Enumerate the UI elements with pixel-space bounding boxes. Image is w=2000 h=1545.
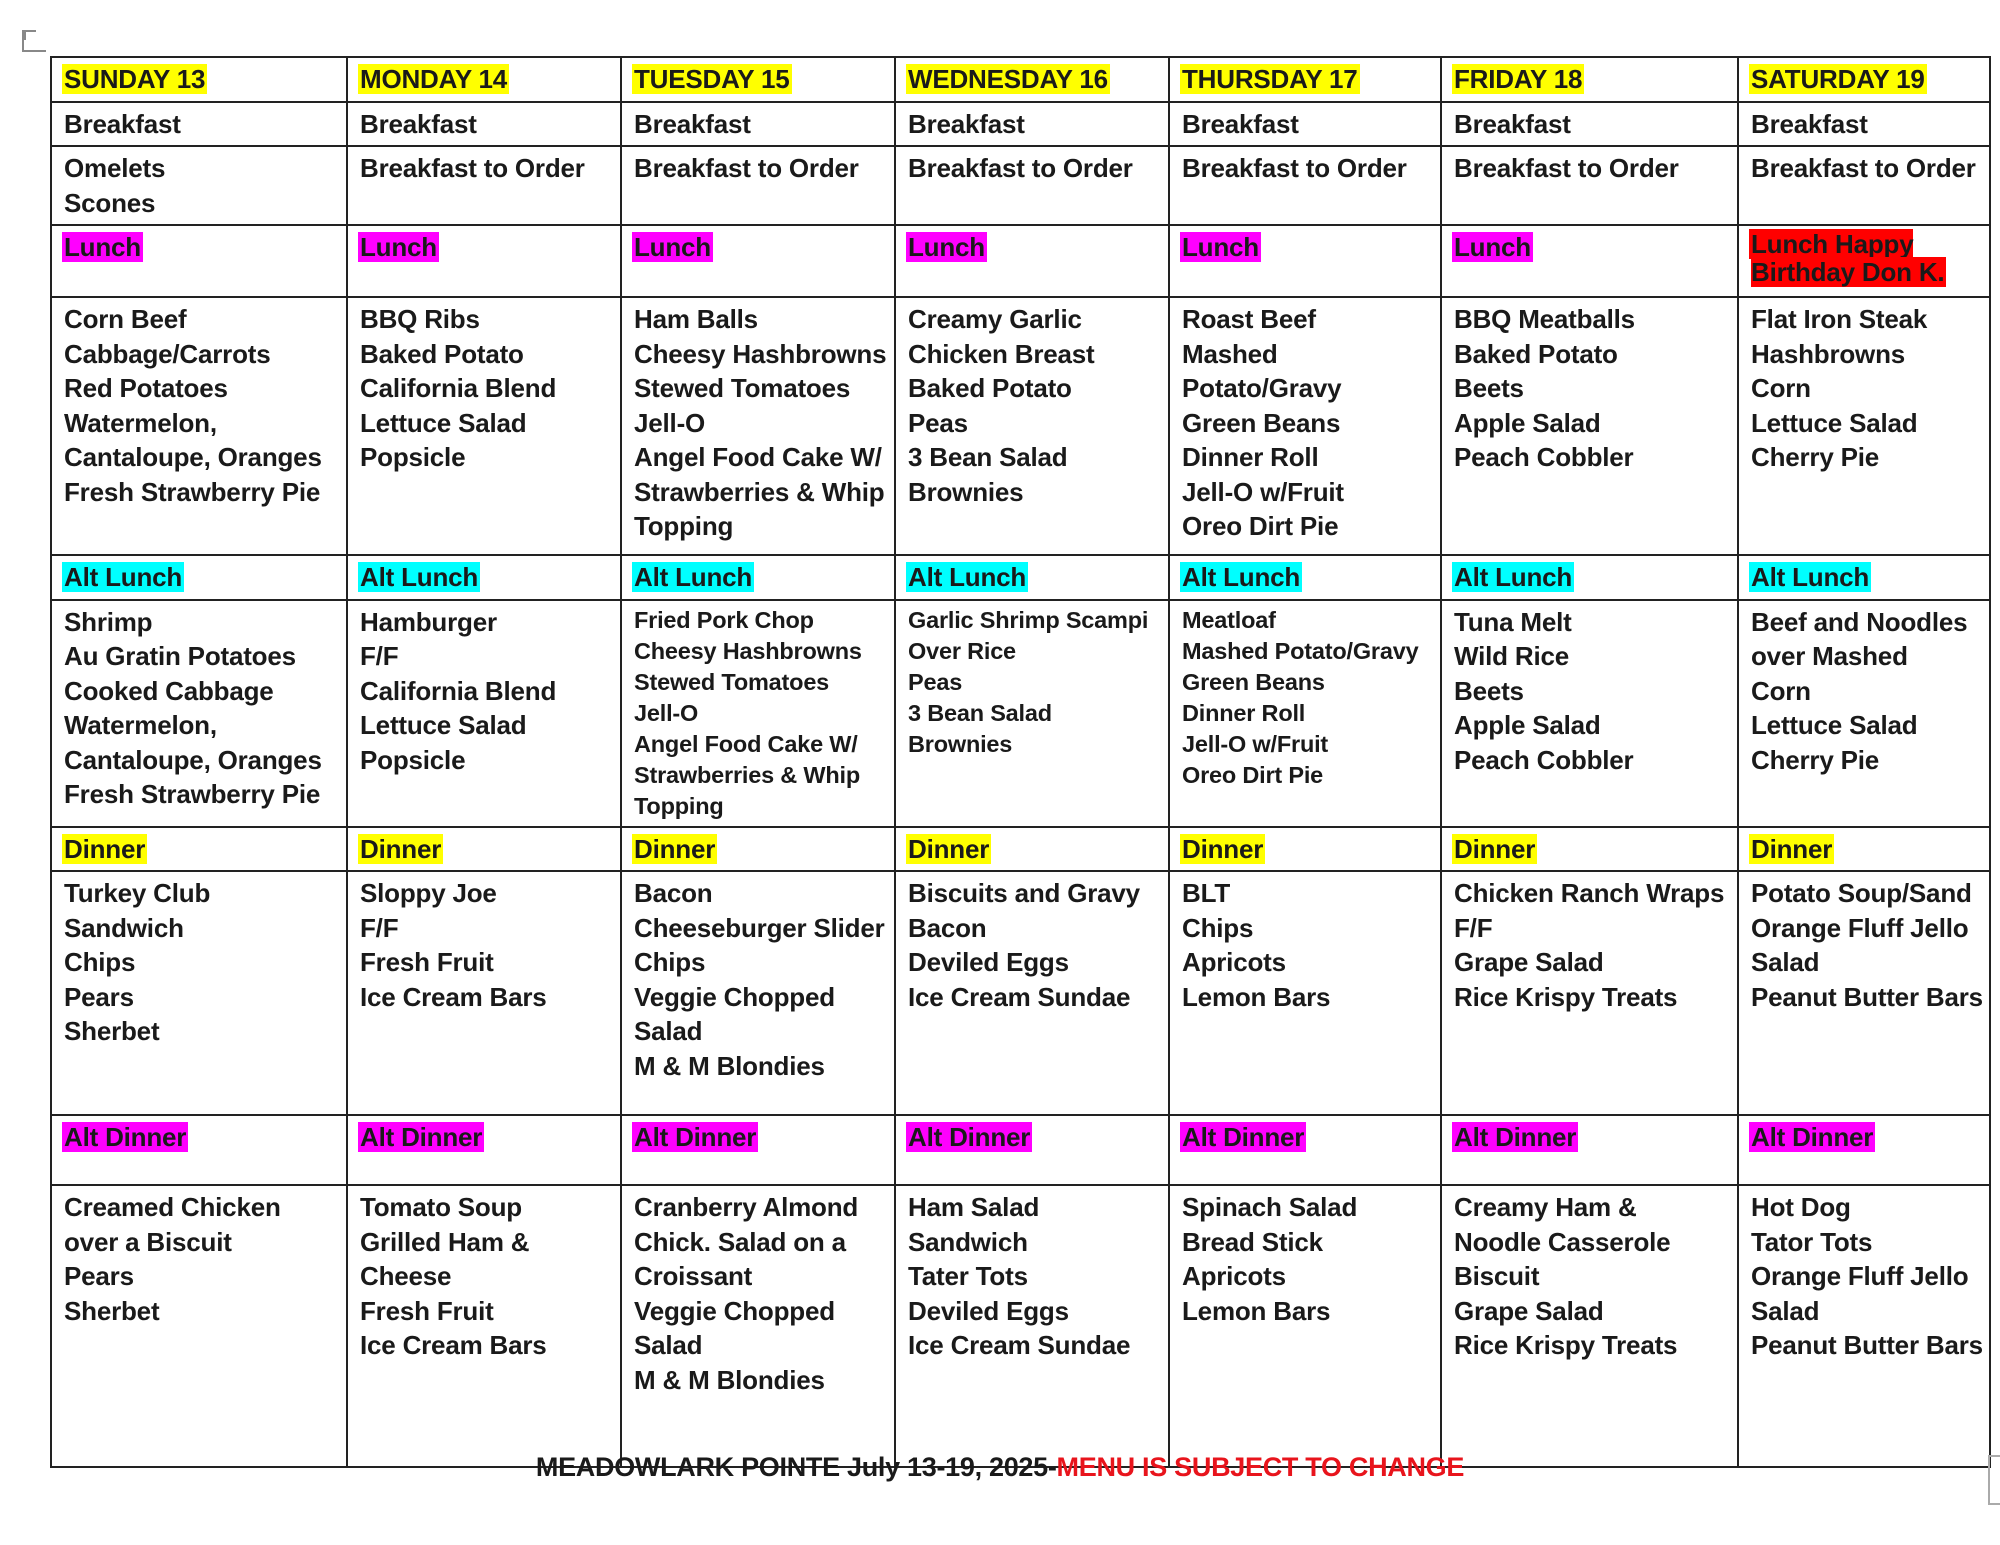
menu-item: Potato Soup/Sand — [1751, 878, 1972, 908]
alt-lunch-label-cell — [621, 555, 895, 600]
menu-item: Ice Cream Sundae — [908, 1330, 1131, 1360]
alt-lunch-label: Alt Lunch — [64, 562, 183, 592]
menu-item: Watermelon, — [64, 407, 217, 438]
dinner-label: Dinner — [1454, 833, 1536, 864]
day-header: TUESDAY 15 — [634, 64, 790, 94]
day-header-cell — [1738, 57, 1990, 102]
alt-lunch-label: Alt Lunch — [1182, 562, 1301, 592]
menu-item: Cherry Pie — [1751, 744, 1880, 775]
dinner-row — [51, 871, 1990, 1115]
breakfast-items-cell — [347, 146, 621, 225]
lunch-label-cell — [347, 225, 621, 297]
menu-item: Corn — [1751, 373, 1811, 403]
dinner-items-cell — [1441, 871, 1738, 1115]
dinner-items-cell — [895, 871, 1169, 1115]
menu-item: Fresh Strawberry Pie — [64, 779, 321, 809]
menu-item: Beef and Noodles — [1751, 606, 1968, 637]
menu-item: Beets — [1454, 373, 1524, 403]
menu-item: Sloppy Joe — [360, 878, 497, 908]
menu-item: Grape Salad — [1454, 947, 1604, 977]
alt-dinner-label: Alt Dinner — [1751, 1122, 1874, 1152]
breakfast-items-cell — [1169, 146, 1441, 225]
alt-dinner-label-cell — [347, 1115, 621, 1185]
menu-item: Orange Fluff Jello — [1751, 912, 1969, 943]
menu-item: Biscuit — [1454, 1261, 1540, 1291]
lunch-label: Lunch — [908, 232, 985, 262]
menu-item: Lettuce Salad — [360, 710, 527, 740]
dinner-items-cell — [347, 871, 621, 1115]
menu-item: Lettuce Salad — [360, 407, 527, 438]
day-header: SATURDAY 19 — [1751, 64, 1925, 94]
lunch-label: Lunch — [64, 232, 141, 262]
menu-item: Breakfast to Order — [1751, 153, 1976, 183]
alt-dinner-label-cell — [621, 1115, 895, 1185]
day-header-cell — [621, 57, 895, 102]
menu-item: M & M Blondies — [634, 1050, 825, 1081]
menu-item: Ice Cream Sundae — [908, 981, 1131, 1012]
menu-item: Noodle Casserole — [1454, 1226, 1671, 1257]
menu-item: Green Beans — [1182, 668, 1325, 695]
menu-item: Creamy Ham & — [1454, 1192, 1637, 1222]
menu-item: Chips — [64, 947, 136, 977]
dinner-label-cell — [1738, 827, 1990, 872]
lunch-label-cell — [51, 225, 347, 297]
menu-item: Potato/Gravy — [1182, 373, 1342, 403]
menu-item: Au Gratin Potatoes — [64, 641, 296, 671]
menu-item: Topping — [634, 792, 724, 819]
menu-item: Brownies — [908, 730, 1013, 757]
menu-item: Fresh Fruit — [360, 947, 494, 977]
menu-item: Grilled Ham & — [360, 1226, 530, 1257]
menu-item: Topping — [634, 511, 734, 541]
breakfast-label: Breakfast — [634, 108, 751, 139]
menu-item: Sherbet — [64, 1016, 160, 1046]
menu-item: Cranberry Almond — [634, 1192, 859, 1222]
menu-item: Cantaloupe, Oranges — [64, 744, 322, 775]
breakfast-label-cell — [347, 102, 621, 147]
menu-item: Chicken Breast — [908, 338, 1095, 369]
lunch-label: Lunch — [634, 232, 711, 262]
menu-item: Jell-O — [634, 699, 699, 726]
menu-item: F/F — [1454, 912, 1493, 943]
menu-item: Rice Krispy Treats — [1454, 981, 1678, 1012]
alt-lunch-items-cell — [1738, 600, 1990, 827]
menu-item: Popsicle — [360, 744, 466, 775]
alt-lunch-label-cell — [895, 555, 1169, 600]
day-header-cell — [1441, 57, 1738, 102]
menu-item: Rice Krispy Treats — [1454, 1330, 1678, 1360]
menu-item: Jell-O — [634, 407, 706, 438]
menu-item: Baked Potato — [908, 373, 1072, 403]
alt-lunch-items-cell — [621, 600, 895, 827]
menu-footer — [0, 1452, 2000, 1483]
alt-dinner-label-cell — [1169, 1115, 1441, 1185]
alt-dinner-label: Alt Dinner — [1182, 1122, 1305, 1152]
table-anchor-icon[interactable] — [22, 30, 46, 52]
breakfast-items-cell — [1441, 146, 1738, 225]
dinner-label: Dinner — [64, 833, 146, 864]
menu-item: over Mashed — [1751, 641, 1908, 671]
menu-item: M & M Blondies — [634, 1364, 825, 1395]
dinner-items-cell — [1738, 871, 1990, 1115]
menu-item: Breakfast to Order — [1182, 153, 1407, 183]
lunch-label-cell — [621, 225, 895, 297]
menu-item: Corn Beef — [64, 304, 187, 334]
alt-dinner-label-cell — [1738, 1115, 1990, 1185]
menu-item: Omelets — [64, 153, 166, 183]
menu-item: Ice Cream Bars — [360, 981, 547, 1012]
menu-item: Cheesy Hashbrowns — [634, 637, 862, 664]
lunch-label: Lunch — [360, 232, 437, 262]
menu-item: Angel Food Cake W/ — [634, 730, 858, 757]
lunch-label: Lunch — [1454, 232, 1531, 262]
breakfast-label-cell — [1169, 102, 1441, 147]
menu-item: Creamy Garlic — [908, 304, 1082, 334]
lunch-items-cell — [1441, 297, 1738, 555]
menu-item: Over Rice — [908, 637, 1016, 664]
menu-item: Salad — [634, 1330, 703, 1360]
menu-item: BLT — [1182, 878, 1231, 908]
day-header-cell — [1169, 57, 1441, 102]
breakfast-label-cell — [1441, 102, 1738, 147]
menu-item: Cheesy Hashbrowns — [634, 338, 887, 369]
menu-item: Mashed — [1182, 338, 1278, 369]
breakfast-label: Breakfast — [908, 108, 1025, 139]
menu-item: Creamed Chicken — [64, 1192, 281, 1222]
breakfast-row — [51, 102, 1990, 147]
menu-item: Stewed Tomatoes — [634, 668, 830, 695]
dinner-items-cell — [621, 871, 895, 1115]
lunch-label-cell — [1169, 225, 1441, 297]
dinner-label-cell — [1169, 827, 1441, 872]
menu-item: Pears — [64, 1261, 134, 1291]
menu-item: Salad — [1751, 1295, 1820, 1326]
menu-item: Orange Fluff Jello — [1751, 1261, 1969, 1291]
alt-lunch-items-cell — [1169, 600, 1441, 827]
alt-lunch-items-cell — [347, 600, 621, 827]
lunch-label-cell — [1441, 225, 1738, 297]
menu-item: Pears — [64, 981, 134, 1012]
breakfast-label: Breakfast — [360, 108, 477, 139]
menu-item: BBQ Ribs — [360, 304, 480, 334]
menu-item: Shrimp — [64, 606, 153, 637]
alt-dinner-label: Alt Dinner — [908, 1122, 1031, 1152]
menu-item: Flat Iron Steak — [1751, 304, 1928, 334]
menu-item: Ham Balls — [634, 304, 758, 334]
breakfast-label-cell — [895, 102, 1169, 147]
menu-item: Cherry Pie — [1751, 442, 1880, 472]
menu-item: Baked Potato — [360, 338, 524, 369]
alt-lunch-label: Alt Lunch — [1454, 562, 1573, 592]
alt-lunch-items-cell — [51, 600, 347, 827]
menu-item: Tater Tots — [908, 1261, 1028, 1291]
alt-lunch-label-cell — [1441, 555, 1738, 600]
menu-item: Cheese — [360, 1261, 452, 1291]
menu-item: Apricots — [1182, 947, 1286, 977]
alt-lunch-row — [51, 555, 1990, 600]
day-header: THURSDAY 17 — [1182, 64, 1358, 94]
breakfast-label: Breakfast — [1751, 108, 1868, 139]
dinner-row — [51, 827, 1990, 872]
menu-item: Breakfast to Order — [908, 153, 1133, 183]
alt-dinner-items-cell — [1441, 1185, 1738, 1467]
menu-item: California Blend — [360, 675, 557, 706]
menu-item: Ham Salad — [908, 1192, 1040, 1222]
alt-dinner-label-cell — [1441, 1115, 1738, 1185]
alt-lunch-items-cell — [895, 600, 1169, 827]
alt-lunch-label: Alt Lunch — [1751, 562, 1870, 592]
menu-item: Deviled Eggs — [908, 1295, 1069, 1326]
day-header-cell — [347, 57, 621, 102]
menu-item: Chicken Ranch Wraps — [1454, 878, 1725, 908]
menu-item: Croissant — [634, 1261, 753, 1291]
menu-item: Oreo Dirt Pie — [1182, 761, 1324, 788]
alt-dinner-label: Alt Dinner — [1454, 1122, 1577, 1152]
menu-item: Salad — [1751, 947, 1820, 977]
menu-item: Sandwich — [64, 912, 184, 943]
menu-item: Cooked Cabbage — [64, 675, 274, 706]
breakfast-items-cell — [621, 146, 895, 225]
menu-item: Bacon — [908, 912, 987, 943]
menu-item: Peas — [908, 668, 963, 695]
alt-dinner-items-cell — [895, 1185, 1169, 1467]
lunch-items-cell — [1738, 297, 1990, 555]
dinner-label-cell — [621, 827, 895, 872]
lunch-row — [51, 297, 1990, 555]
dinner-label: Dinner — [360, 833, 442, 864]
menu-item: Chips — [1182, 912, 1254, 943]
breakfast-label-cell — [1738, 102, 1990, 147]
menu-item: Sherbet — [64, 1295, 160, 1326]
menu-item: Turkey Club — [64, 878, 211, 908]
alt-lunch-label-cell — [1169, 555, 1441, 600]
alt-dinner-label-cell — [51, 1115, 347, 1185]
alt-dinner-items-cell — [51, 1185, 347, 1467]
menu-item: Red Potatoes — [64, 373, 228, 403]
lunch-items-cell — [895, 297, 1169, 555]
menu-item: BBQ Meatballs — [1454, 304, 1635, 334]
dinner-label: Dinner — [1751, 833, 1833, 864]
alt-lunch-row — [51, 600, 1990, 827]
menu-item: Tomato Soup — [360, 1192, 522, 1222]
breakfast-row — [51, 146, 1990, 225]
alt-dinner-label-cell — [895, 1115, 1169, 1185]
page-edge-marker — [1988, 1455, 2000, 1505]
alt-lunch-label-cell — [347, 555, 621, 600]
breakfast-label-cell — [51, 102, 347, 147]
menu-item: Fried Pork Chop — [634, 606, 814, 633]
menu-item: Veggie Chopped — [634, 981, 835, 1012]
menu-item: Stewed Tomatoes — [634, 373, 851, 403]
day-header: WEDNESDAY 16 — [908, 64, 1108, 94]
menu-item: Baked Potato — [1454, 338, 1618, 369]
day-row — [51, 57, 1990, 102]
alt-dinner-label: Alt Dinner — [360, 1122, 483, 1152]
menu-item: Dinner Roll — [1182, 699, 1306, 726]
lunch-row — [51, 225, 1990, 297]
menu-item: Hot Dog — [1751, 1192, 1851, 1222]
menu-item: Corn — [1751, 675, 1811, 706]
menu-item: Ice Cream Bars — [360, 1330, 547, 1360]
breakfast-label: Breakfast — [1182, 108, 1299, 139]
dinner-items-cell — [51, 871, 347, 1115]
breakfast-label: Breakfast — [64, 108, 181, 139]
menu-item: Roast Beef — [1182, 304, 1316, 334]
day-header: SUNDAY 13 — [64, 64, 206, 94]
alt-dinner-label: Alt Dinner — [64, 1122, 187, 1152]
menu-item: Breakfast to Order — [1454, 153, 1679, 183]
alt-dinner-items-cell — [1169, 1185, 1441, 1467]
menu-item: Biscuits and Gravy — [908, 878, 1140, 908]
menu-item: Sandwich — [908, 1226, 1028, 1257]
breakfast-label-cell — [621, 102, 895, 147]
alt-dinner-row — [51, 1185, 1990, 1467]
weekly-menu-table — [50, 56, 1991, 1468]
alt-lunch-label: Alt Lunch — [634, 562, 753, 592]
menu-item: Popsicle — [360, 442, 466, 472]
menu-item: Deviled Eggs — [908, 947, 1069, 977]
alt-lunch-label: Alt Lunch — [360, 562, 479, 592]
menu-item: F/F — [360, 912, 399, 943]
day-header: FRIDAY 18 — [1454, 64, 1583, 94]
lunch-label-cell — [1738, 225, 1990, 297]
dinner-label-cell — [51, 827, 347, 872]
alt-dinner-items-cell — [1738, 1185, 1990, 1467]
menu-item: Strawberries & Whip — [634, 476, 885, 507]
alt-dinner-items-cell — [621, 1185, 895, 1467]
menu-item: Beets — [1454, 675, 1524, 706]
menu-item: Cheeseburger Slider — [634, 912, 885, 943]
day-header-cell — [895, 57, 1169, 102]
menu-item: Lettuce Salad — [1751, 710, 1918, 740]
lunch-items-cell — [51, 297, 347, 555]
menu-item: 3 Bean Salad — [908, 699, 1052, 726]
alt-lunch-label: Alt Lunch — [908, 562, 1027, 592]
menu-item: Bacon — [634, 878, 713, 908]
menu-item: Apple Salad — [1454, 407, 1601, 438]
menu-item: Peas — [908, 407, 968, 438]
menu-item: 3 Bean Salad — [908, 442, 1068, 472]
menu-item: Tuna Melt — [1454, 606, 1572, 637]
menu-item: Peach Cobbler — [1454, 744, 1634, 775]
menu-item: Oreo Dirt Pie — [1182, 511, 1339, 541]
alt-dinner-items-cell — [347, 1185, 621, 1467]
menu-item: Lemon Bars — [1182, 981, 1331, 1012]
dinner-label: Dinner — [1182, 833, 1264, 864]
menu-item: Peanut Butter Bars — [1751, 981, 1983, 1012]
menu-item: Cabbage/Carrots — [64, 338, 271, 369]
menu-item: California Blend — [360, 373, 557, 403]
menu-item: Green Beans — [1182, 407, 1341, 438]
menu-item: Cantaloupe, Oranges — [64, 442, 322, 472]
alt-dinner-label: Alt Dinner — [634, 1122, 757, 1152]
menu-item: Fresh Fruit — [360, 1295, 494, 1326]
alt-dinner-row — [51, 1115, 1990, 1185]
menu-item: Chips — [634, 947, 706, 977]
alt-lunch-items-cell — [1441, 600, 1738, 827]
menu-item: F/F — [360, 641, 399, 671]
menu-item: Meatloaf — [1182, 606, 1276, 633]
menu-item: Strawberries & Whip — [634, 761, 861, 788]
dinner-items-cell — [1169, 871, 1441, 1115]
menu-item: Bread Stick — [1182, 1226, 1323, 1257]
dinner-label: Dinner — [908, 833, 990, 864]
menu-item: Angel Food Cake W/ — [634, 442, 882, 472]
menu-item: Dinner Roll — [1182, 442, 1319, 472]
menu-item: Fresh Strawberry Pie — [64, 476, 321, 507]
menu-item: Apple Salad — [1454, 710, 1601, 740]
menu-item: Jell-O w/Fruit — [1182, 730, 1329, 757]
dinner-label-cell — [347, 827, 621, 872]
menu-item: Jell-O w/Fruit — [1182, 476, 1344, 507]
day-header: MONDAY 14 — [360, 64, 508, 94]
menu-item: Lettuce Salad — [1751, 407, 1918, 438]
menu-item: Watermelon, — [64, 710, 217, 740]
menu-item: Grape Salad — [1454, 1295, 1604, 1326]
menu-item: Hashbrowns — [1751, 338, 1906, 369]
lunch-items-cell — [1169, 297, 1441, 555]
lunch-label: Lunch — [1182, 232, 1259, 262]
menu-item: Brownies — [908, 476, 1024, 507]
lunch-items-cell — [347, 297, 621, 555]
menu-item: Breakfast to Order — [360, 153, 585, 183]
footer-notice: MENU IS SUBJECT TO CHANGE — [1056, 1452, 1465, 1482]
lunch-label-cell — [895, 225, 1169, 297]
breakfast-items-cell — [1738, 146, 1990, 225]
menu-item: Scones — [64, 187, 156, 218]
menu-item: Chick. Salad on a — [634, 1226, 846, 1257]
menu-item: Peach Cobbler — [1454, 442, 1634, 472]
dinner-label-cell — [895, 827, 1169, 872]
dinner-label-cell — [1441, 827, 1738, 872]
menu-item: Mashed Potato/Gravy — [1182, 637, 1419, 664]
menu-item: Garlic Shrimp Scampi — [908, 606, 1149, 633]
menu-item: over a Biscuit — [64, 1226, 232, 1257]
lunch-label: Lunch Happy Birthday Don K. — [1751, 229, 1945, 287]
dinner-label: Dinner — [634, 833, 716, 864]
menu-item: Peanut Butter Bars — [1751, 1330, 1983, 1360]
breakfast-items-cell — [51, 146, 347, 225]
breakfast-label: Breakfast — [1454, 108, 1571, 139]
menu-item: Hamburger — [360, 606, 497, 637]
menu-item: Spinach Salad — [1182, 1192, 1358, 1222]
breakfast-items-cell — [895, 146, 1169, 225]
menu-item: Veggie Chopped — [634, 1295, 835, 1326]
day-header-cell — [51, 57, 347, 102]
menu-item: Breakfast to Order — [634, 153, 859, 183]
menu-item: Wild Rice — [1454, 641, 1569, 671]
menu-item: Lemon Bars — [1182, 1295, 1331, 1326]
menu-item: Salad — [634, 1016, 703, 1046]
alt-lunch-label-cell — [1738, 555, 1990, 600]
lunch-items-cell — [621, 297, 895, 555]
alt-lunch-label-cell — [51, 555, 347, 600]
menu-item: Tator Tots — [1751, 1226, 1873, 1257]
menu-item: Apricots — [1182, 1261, 1286, 1291]
footer-title: MEADOWLARK POINTE July 13-19, 2025- — [535, 1452, 1057, 1482]
